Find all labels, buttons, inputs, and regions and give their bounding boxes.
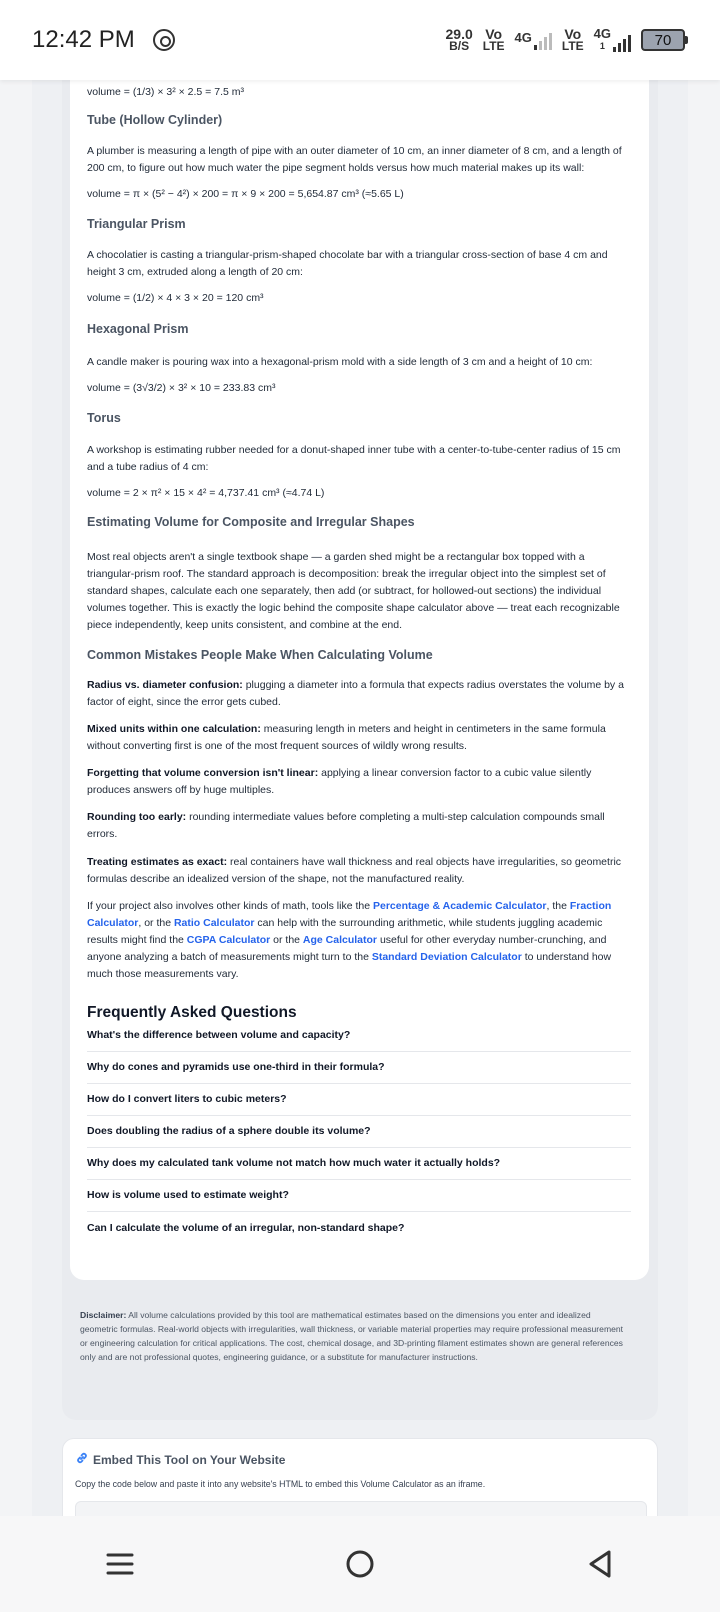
tube-heading: Tube (Hollow Cylinder) — [87, 113, 223, 127]
embed-title-text: Embed This Tool on Your Website — [93, 1452, 286, 1467]
battery-level: 70 — [654, 31, 672, 49]
page-viewport[interactable] — [0, 80, 720, 1516]
signal-bars-2-icon — [613, 32, 631, 52]
embed-code-box[interactable] — [75, 1501, 647, 1516]
volte-2-bottom: LTE — [561, 39, 584, 53]
mistake-estimates-label: Treating estimates as exact: — [87, 856, 228, 868]
network-type-1: 4G — [514, 30, 532, 45]
composite-text: Most real objects aren't a single textbook shape — a garden shed might be a rectangular box topped with a triangular-prism roof. The standard approach is decomposition: break the irregular object into the simplest set of standard shapes, calculate each one separately, then add (or subtract, for hollowed-out sections) the individual volumes together. This is exactly the logic behind the composite shape calculator above — treat each recognizable piece independently, keep units consistent, and combine at the end. — [87, 551, 620, 631]
signal-1 — [515, 30, 552, 50]
faq-item-1[interactable]: What's the difference between volume and capacity? — [87, 1020, 631, 1052]
composite-heading: Estimating Volume for Composite and Irregular Shapes — [87, 515, 415, 529]
hexagonal-prism-formula: volume = (3√3/2) × 3² × 10 = 233.83 cm³ — [87, 382, 276, 394]
threads-notification-icon — [153, 29, 175, 51]
faq-item-4[interactable]: Does doubling the radius of a sphere double its volume? — [87, 1116, 631, 1148]
mistake-units-text: measuring length in meters and height in centimeters in the same formula without converting first is one of the most frequent sources of wildly wrong results. — [87, 723, 606, 752]
triangular-prism-text: A chocolatier is casting a triangular-prism-shaped chocolate bar with a triangular cross-section of base 4 cm and height 3 cm, extruded along a length of 20 cm: — [87, 249, 608, 278]
link-cgpa-calculator[interactable]: CGPA Calculator — [186, 934, 271, 946]
mistake-conversion-text: applying a linear conversion factor to a cubic value silently produces answers off by huge multiples. — [87, 767, 592, 796]
link-standard-deviation-calculator[interactable]: Standard Deviation Calculator — [371, 951, 522, 963]
menu-icon — [105, 1551, 135, 1577]
status-bar — [0, 0, 720, 80]
home-circle-icon — [345, 1549, 375, 1579]
volte-1-bottom: LTE — [482, 39, 505, 53]
mistake-estimates — [87, 854, 631, 888]
mistake-units-label: Mixed units within one calculation: — [87, 723, 261, 735]
signal-2 — [594, 28, 631, 52]
link-fraction-calculator[interactable]: Fraction Calculator — [87, 900, 612, 929]
triangular-prism-formula: volume = (1/2) × 4 × 3 × 20 = 120 cm³ — [87, 292, 264, 304]
torus-text: A workshop is estimating rubber needed for a donut-shaped inner tube with a center-to-tube-center radius of 15 cm and a tube radius of 4 cm: — [87, 444, 621, 473]
related-tools-paragraph — [87, 898, 631, 983]
embed-card — [62, 1438, 658, 1516]
mistake-conversion-label: Forgetting that volume conversion isn't linear: — [87, 767, 319, 779]
faq-item-5[interactable]: Why does my calculated tank volume not match how much water it actually holds? — [87, 1148, 631, 1180]
mistake-conversion — [87, 765, 631, 799]
battery-icon — [641, 29, 688, 51]
torus-formula: volume = 2 × π² × 15 × 4² = 4,737.41 cm³ (≈4.74 L) — [87, 487, 325, 499]
mistake-radius-label: Radius vs. diameter confusion: — [87, 679, 243, 691]
faq-item-7[interactable]: Can I calculate the volume of an irregular, non-standard shape? — [87, 1221, 405, 1234]
related-text-1: If your project also involves other kinds of math, tools like the — [87, 900, 373, 912]
mistake-rounding-text: rounding intermediate values before completing a multi-step calculation compounds small errors. — [87, 811, 605, 840]
network-speed — [446, 28, 473, 52]
home-button[interactable] — [330, 1534, 390, 1594]
network-type-2: 4G — [593, 26, 611, 41]
status-time-group — [32, 26, 175, 54]
related-text-2: , the — [546, 900, 570, 912]
embed-description: Copy the code below and paste it into any website's HTML to embed this Volume Calculator as an iframe. — [75, 1479, 486, 1489]
volte-1 — [483, 28, 505, 52]
mistake-rounding — [87, 809, 631, 843]
android-nav-bar — [0, 1516, 720, 1612]
clock: 12:42 PM — [32, 26, 135, 53]
related-text-6: useful for other everyday number-crunching, and anyone analyzing a batch of measurements might turn to the — [87, 934, 607, 963]
mistake-units — [87, 721, 631, 755]
link-age-calculator[interactable]: Age Calculator — [302, 934, 378, 946]
network-type-2-sub: 1 — [599, 41, 605, 51]
network-speed-value: 29.0 — [445, 26, 473, 42]
disclaimer-text: All volume calculations provided by this tool are mathematical estimates based on the dimensions you enter and idealized geometric formulas. Real-world objects with irregularities, wall thickness, or variable material properties may require professional measurement or engineering calculation for critical applications. The cost, chemical dosage, and 3D-printing filament estimates shown are general references only and are not professional quotes, engineering guidance, or a substitute for manufacturer instructions. — [80, 1310, 624, 1362]
volte-1-top: Vo — [485, 26, 503, 42]
torus-heading: Torus — [87, 411, 121, 425]
back-triangle-icon — [587, 1549, 613, 1579]
faq-item-6[interactable]: How is volume used to estimate weight? — [87, 1180, 631, 1212]
back-button[interactable] — [570, 1534, 630, 1594]
related-text-7: to understand how much those measurements vary. — [87, 951, 612, 980]
triangular-prism-heading: Triangular Prism — [87, 217, 186, 231]
faq-heading: Frequently Asked Questions — [87, 1004, 297, 1021]
tube-text: A plumber is measuring a length of pipe with an outer diameter of 10 cm, an inner diameter of 8 cm, and a length of 200 cm, to figure out how much water the pipe segment holds versus how much material makes up its wall: — [87, 145, 622, 174]
link-percentage-academic-calculator[interactable]: Percentage & Academic Calculator — [372, 900, 547, 912]
volte-2 — [562, 28, 584, 52]
link-ratio-calculator[interactable]: Ratio Calculator — [173, 917, 255, 929]
link-icon — [75, 1451, 89, 1468]
mistake-estimates-text: real containers have wall thickness and real objects have irregularities, so geometric formulas describe an idealized version of the shape, not the manufactured reality. — [87, 856, 622, 885]
mistakes-heading: Common Mistakes People Make When Calculating Volume — [87, 648, 433, 662]
volte-2-top: Vo — [564, 26, 582, 42]
signal-bars-1-icon — [534, 30, 552, 50]
disclaimer-label: Disclaimer: — [80, 1310, 127, 1320]
network-speed-unit: B/S — [449, 39, 470, 53]
status-indicators — [446, 28, 689, 52]
mistake-radius — [87, 677, 631, 711]
faq-item-2[interactable]: Why do cones and pyramids use one-third in their formula? — [87, 1052, 631, 1084]
related-text-5: or the — [270, 934, 303, 946]
recents-button[interactable] — [90, 1534, 150, 1594]
hexagonal-prism-text: A candle maker is pouring wax into a hexagonal-prism mold with a side length of 3 cm and a height of 10 cm: — [87, 356, 593, 368]
related-text-4: can help with the surrounding arithmetic, while students juggling academic results might find the — [87, 917, 603, 946]
mistake-radius-text: plugging a diameter into a formula that expects radius overstates the volume by a factor of eight, since the error gets cubed. — [87, 679, 624, 708]
embed-title — [75, 1451, 285, 1468]
hexagonal-prism-heading: Hexagonal Prism — [87, 322, 189, 336]
related-text-3: , or the — [138, 917, 174, 929]
disclaimer — [80, 1308, 628, 1364]
tube-formula: volume = π × (5² − 4²) × 200 = π × 9 × 200 = 5,654.87 cm³ (≈5.65 L) — [87, 188, 404, 200]
cone-formula: volume = (1/3) × 3² × 2.5 = 7.5 m³ — [87, 86, 244, 98]
faq-item-3[interactable]: How do I convert liters to cubic meters? — [87, 1084, 631, 1116]
mistake-rounding-label: Rounding too early: — [87, 811, 187, 823]
